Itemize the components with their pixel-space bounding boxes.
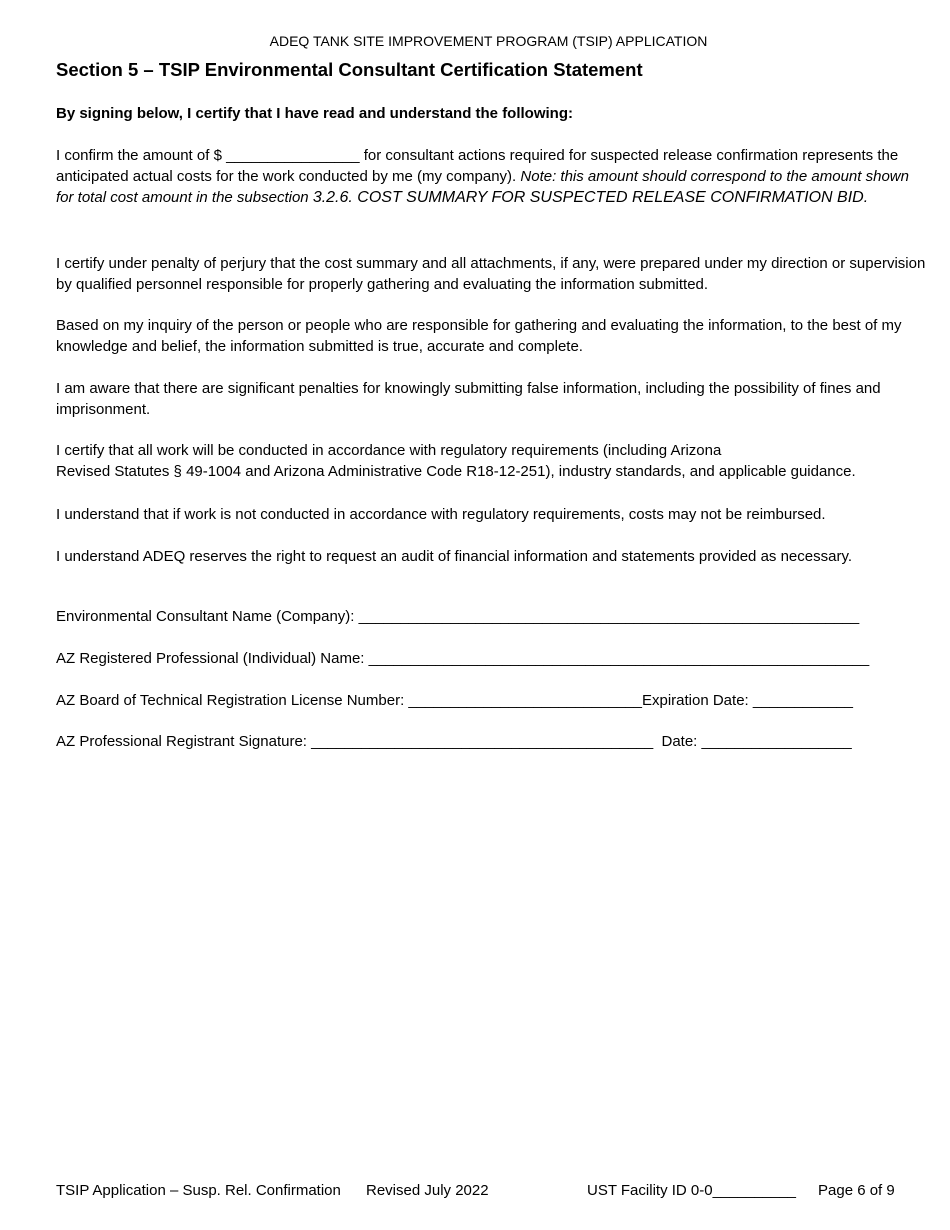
regulatory-line-2: Revised Statutes § 49-1004 and Arizona Administrative Code R18-12-251), industry standards, and applicable guidance. [56,463,856,480]
footer-page-number: Page 6 of 9 [818,1182,895,1199]
footer-revised-date: Revised July 2022 [366,1182,489,1199]
intro-statement: By signing below, I certify that I have read and understand the following: [56,105,574,122]
amount-note-reference: 3.2.6. COST SUMMARY FOR SUSPECTED RELEASE CONFIRMATION BID. [312,189,869,206]
professional-name-field[interactable]: AZ Registered Professional (Individual) Name: ____________________________________________________________ [56,650,870,667]
penalties-paragraph: I am aware that there are significant penalties for knowingly submitting false information, including the possibility of fines and imprisonment. [56,380,881,418]
footer-form-name: TSIP Application – Susp. Rel. Confirmation [56,1182,341,1199]
regulatory-paragraph [56,440,936,482]
audit-paragraph: I understand ADEQ reserves the right to request an audit of financial information and statements provided as necessary. [56,548,852,565]
running-header: ADEQ TANK SITE IMPROVEMENT PROGRAM (TSIP) APPLICATION [269,33,708,49]
inquiry-paragraph: Based on my inquiry of the person or people who are responsible for gathering and evaluating the information, to the best of my knowledge and belief, the information submitted is true, accurate and complete. [56,317,902,355]
amount-text: I confirm the amount of $ ________________ for consultant actions required for suspected release confirmation represents the anticipated actual costs for the work conducted by me (my company). [56,147,899,185]
regulatory-line-1: I certify that all work will be conducted in accordance with regulatory requirements (including Arizona [56,442,722,459]
section-title: Section 5 – TSIP Environmental Consultant Certification Statement [56,59,643,80]
consultant-name-field[interactable]: Environmental Consultant Name (Company): ____________________________________________________________ [56,608,860,625]
license-expiration-field[interactable]: AZ Board of Technical Registration License Number: ____________________________Expiration Date: ____________ [56,692,853,709]
signature-date-field[interactable]: AZ Professional Registrant Signature: _________________________________________ Date: __________________ [56,733,852,750]
amount-paragraph [56,145,926,208]
footer-facility-id[interactable]: UST Facility ID 0-0__________ [587,1182,797,1199]
reimbursement-paragraph: I understand that if work is not conducted in accordance with regulatory requirements, costs may not be reimbursed. [56,506,826,523]
amount-note: Note: this amount should correspond to the amount shown for total cost amount in the subsection [56,168,909,206]
perjury-paragraph: I certify under penalty of perjury that the cost summary and all attachments, if any, were prepared under my direction or supervision by qualified personnel responsible for properly gathering and evaluating the information submitted. [56,255,926,293]
